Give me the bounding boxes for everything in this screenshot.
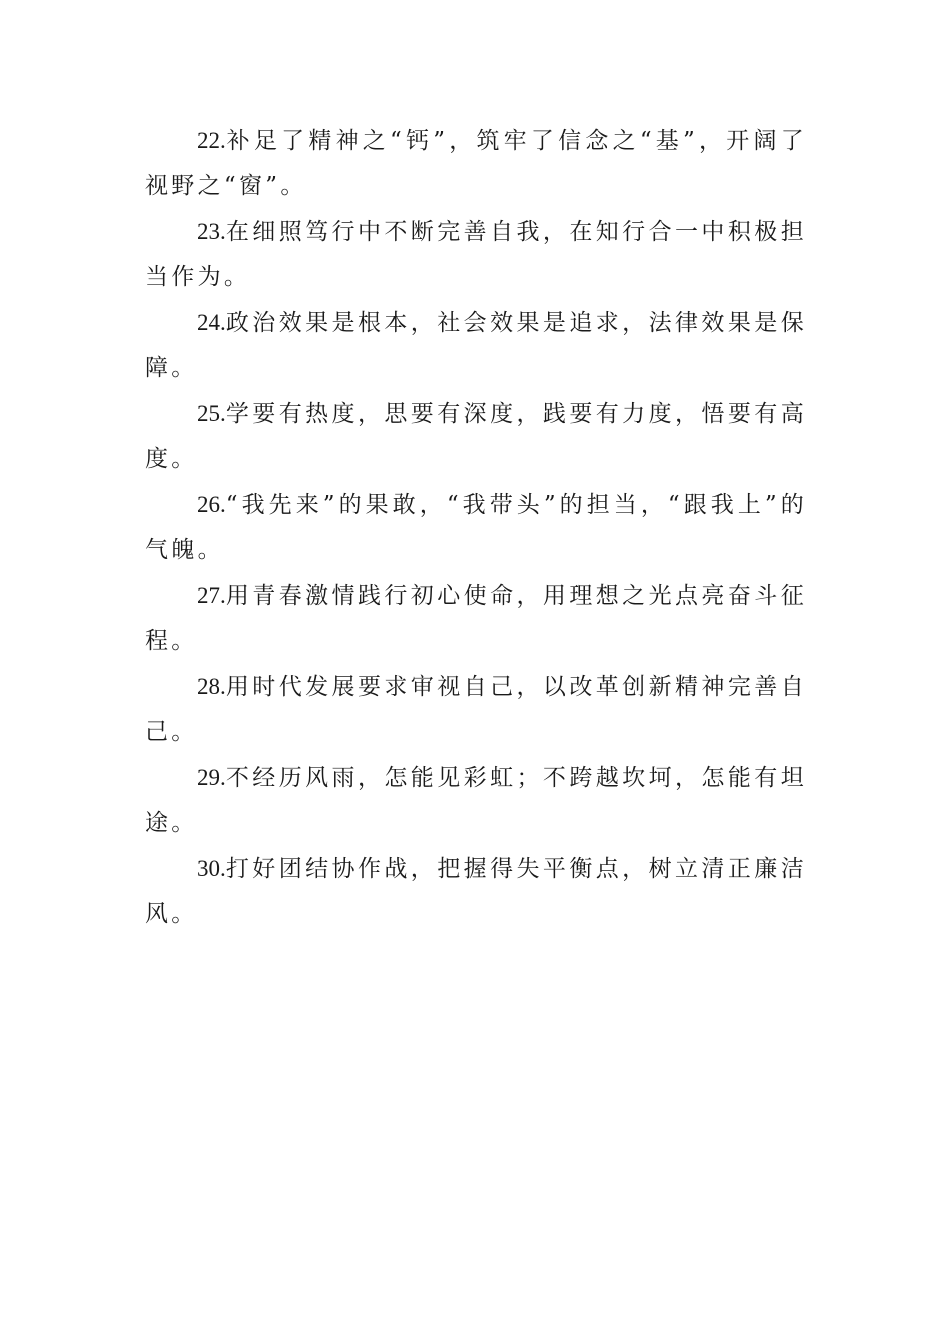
list-item: [145, 209, 807, 300]
list-item: [145, 573, 807, 664]
item-text: 学要有热度，思要有深度，践要有力度，悟要有高度。: [145, 401, 807, 472]
item-text: 用青春激情践行初心使命，用理想之光点亮奋斗征程。: [145, 583, 807, 654]
item-number: 30.: [197, 856, 226, 881]
item-text: 打好团结协作战，把握得失平衡点，树立清正廉洁风。: [145, 856, 807, 927]
list-item: [145, 755, 807, 846]
item-text: 政治效果是根本，社会效果是追求，法律效果是保障。: [145, 310, 807, 381]
item-number: 28.: [197, 674, 226, 699]
item-number: 23.: [197, 219, 226, 244]
document-body: [145, 118, 807, 937]
list-item: [145, 118, 807, 209]
item-text: 补足了精神之“钙”，筑牢了信念之“基”，开阔了视野之“窗”。: [145, 128, 807, 199]
item-text: “我先来”的果敢，“我带头”的担当，“跟我上”的气魄。: [145, 492, 807, 563]
list-item: [145, 664, 807, 755]
list-item: [145, 391, 807, 482]
list-item: [145, 482, 807, 573]
item-text: 用时代发展要求审视自己，以改革创新精神完善自己。: [145, 674, 807, 745]
item-number: 25.: [197, 401, 226, 426]
list-item: [145, 300, 807, 391]
list-item: [145, 846, 807, 937]
item-number: 27.: [197, 583, 226, 608]
item-text: 在细照笃行中不断完善自我，在知行合一中积极担当作为。: [145, 219, 807, 290]
item-number: 26.: [197, 492, 226, 517]
item-text: 不经历风雨，怎能见彩虹；不跨越坎坷，怎能有坦途。: [145, 765, 807, 836]
item-number: 29.: [197, 765, 226, 790]
item-number: 22.: [197, 128, 226, 153]
item-number: 24.: [197, 310, 226, 335]
